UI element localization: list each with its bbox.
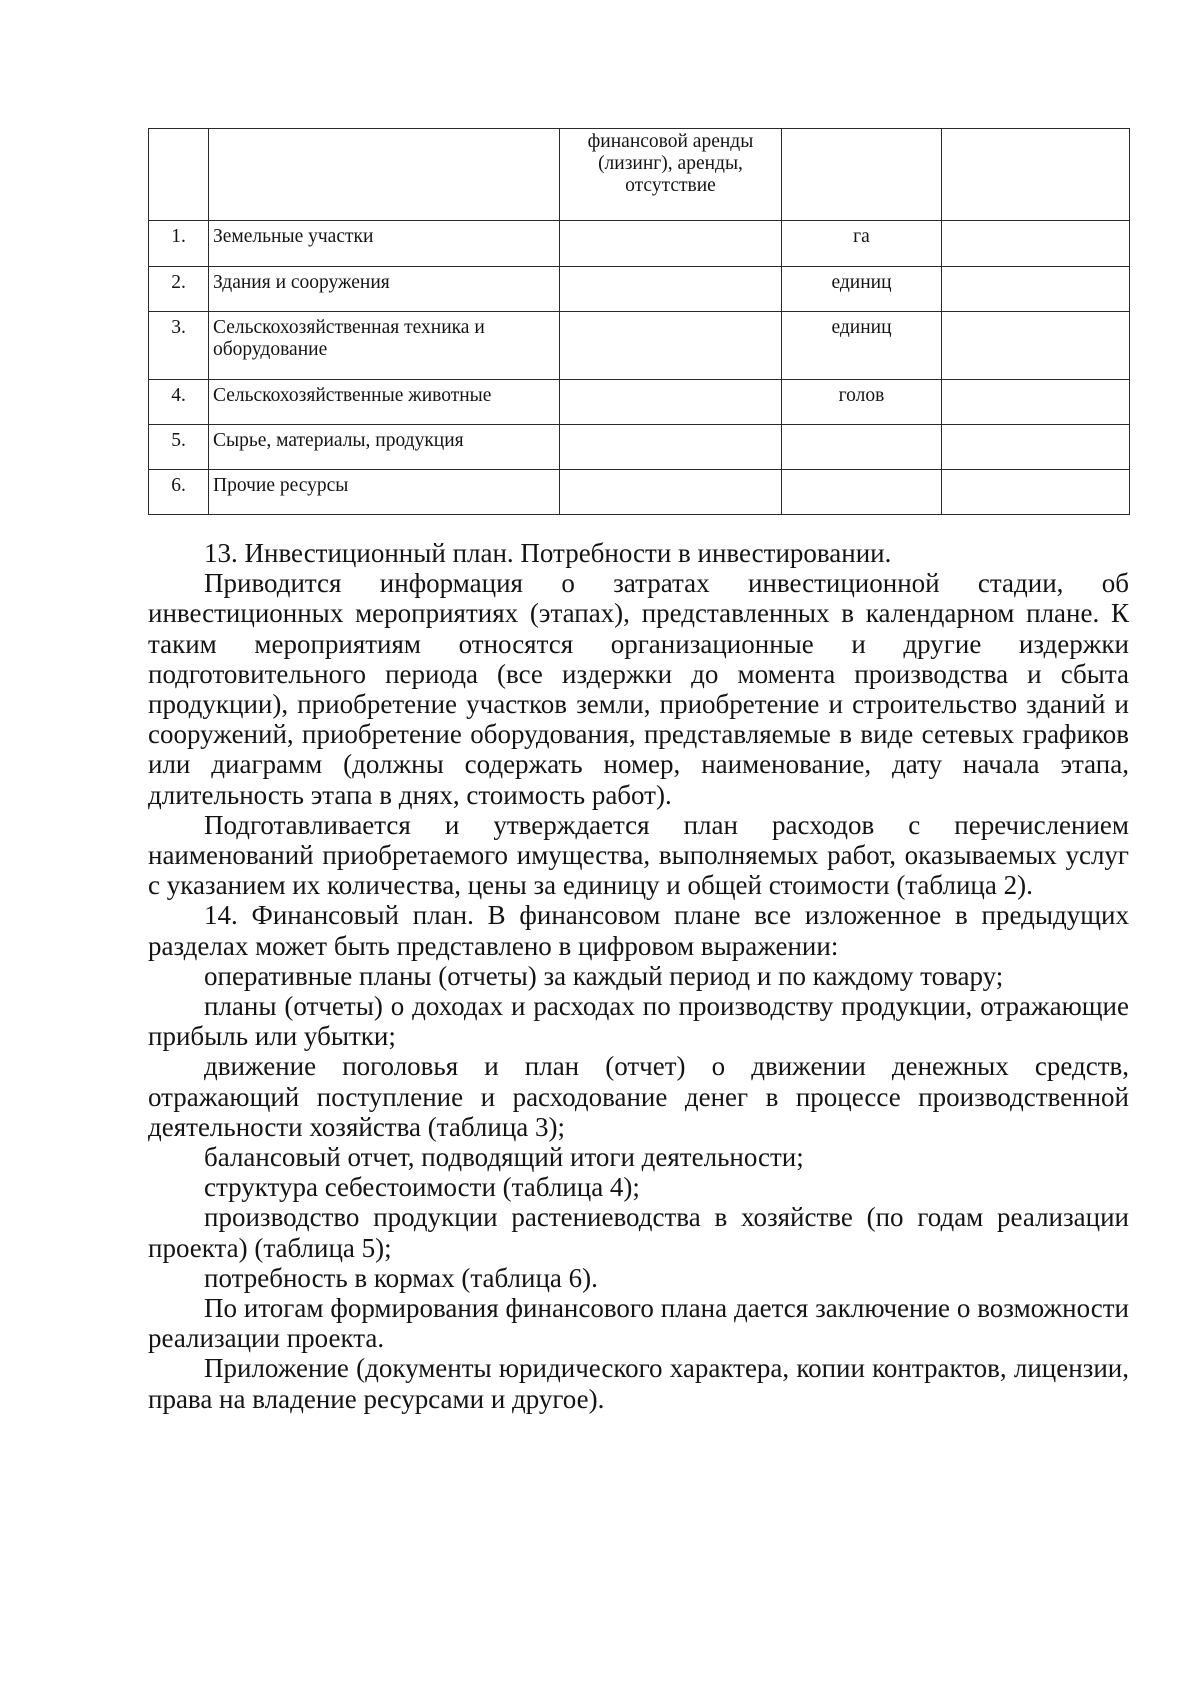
list-item: структура себестоимости (таблица 4); [204, 1172, 640, 1203]
table-cell [942, 312, 1130, 380]
resource-unit [782, 470, 942, 515]
table-row [149, 221, 1130, 267]
row-number: 3. [149, 312, 209, 380]
table-row [149, 470, 1130, 515]
row-number: 4. [149, 380, 209, 425]
row-number: 5. [149, 425, 209, 470]
ownership-column-header: финансовой аренды (лизинг), аренды, отсутствие [560, 129, 782, 221]
table-cell [942, 470, 1130, 515]
paragraph: Подготавливается и утверждается план расходов с перечислением наименований приобретаемого имущества, выполняемых работ, оказываемых услуг с указанием их количества, цены за единицу и общей стоимости (таблица 2). [148, 809, 1129, 901]
document-body [148, 538, 1129, 1414]
table-cell [942, 129, 1130, 221]
paragraph: Приводится информация о затратах инвестиционной стадии, об инвестиционных мероприятиях (этапах), представленных в календарном плане. К таким мероприятиям относятся организационные и другие издержки подготовительного периода (все издержки до момента производства и сбыта продукции), приобретение участков земли, приобретение и строительство зданий и сооружений, приобретение оборудования, представляемые в виде сетевых графиков или диаграмм (должны содержать номер, наименование, дату начала этапа, длительность этапа в днях, стоимость работ). [148, 568, 1129, 810]
resource-unit: единиц [782, 267, 942, 312]
resource-name: Сельскохозяйственная техника и оборудование [209, 312, 560, 380]
appendix-paragraph: Приложение (документы юридического характера, копии контрактов, лицензии, права на владение ресурсами и другое). [148, 1353, 1129, 1414]
table-cell [942, 425, 1130, 470]
list-item: потребность в кормах (таблица 6). [204, 1262, 598, 1293]
list-item: движение поголовья и план (отчет) о движении денежных средств, отражающий поступление и расходование денег в процессе производственной деятельности хозяйства (таблица 3); [148, 1051, 1129, 1142]
resource-unit: голов [782, 380, 942, 425]
resource-name: Земельные участки [209, 221, 560, 267]
table-cell [942, 267, 1130, 312]
table-cell [942, 380, 1130, 425]
resource-unit: га [782, 221, 942, 267]
resource-name: Здания и сооружения [209, 267, 560, 312]
resource-unit [782, 425, 942, 470]
table-row [149, 312, 1130, 380]
resource-unit: единиц [782, 312, 942, 380]
row-number: 6. [149, 470, 209, 515]
table-cell [209, 129, 560, 221]
table-cell [942, 221, 1130, 267]
section-14-intro: 14. Финансовый план. В финансовом плане все изложенное в предыдущих разделах может быть представлено в цифровом выражении: [148, 900, 1129, 961]
table-cell [560, 425, 782, 470]
resource-name: Сельскохозяйственные животные [209, 380, 560, 425]
list-item: производство продукции растениеводства в хозяйстве (по годам реализации проекта) (таблица 5); [148, 1202, 1129, 1263]
table-cell [560, 221, 782, 267]
paragraph: По итогам формирования финансового плана дается заключение о возможности реализации проекта. [148, 1293, 1129, 1354]
row-number: 1. [149, 221, 209, 267]
table-cell [560, 312, 782, 380]
table-row [149, 425, 1130, 470]
table-cell [149, 129, 209, 221]
table-cell [782, 129, 942, 221]
list-item: оперативные планы (отчеты) за каждый период и по каждому товару; [204, 960, 1004, 991]
row-number: 2. [149, 267, 209, 312]
list-item: планы (отчеты) о доходах и расходах по производству продукции, отражающие прибыль или убытки; [148, 991, 1129, 1052]
table-row [149, 267, 1130, 312]
resources-table [148, 128, 1130, 515]
resource-name: Сырье, материалы, продукция [209, 425, 560, 470]
table-cell [560, 380, 782, 425]
resource-name: Прочие ресурсы [209, 470, 560, 515]
table-cell [560, 470, 782, 515]
table-row [149, 380, 1130, 425]
list-item: балансовый отчет, подводящий итоги деятельности; [204, 1142, 804, 1173]
table-header-row [149, 129, 1130, 221]
table-cell [560, 267, 782, 312]
section-13-heading: 13. Инвестиционный план. Потребности в инвестировании. [204, 538, 892, 568]
